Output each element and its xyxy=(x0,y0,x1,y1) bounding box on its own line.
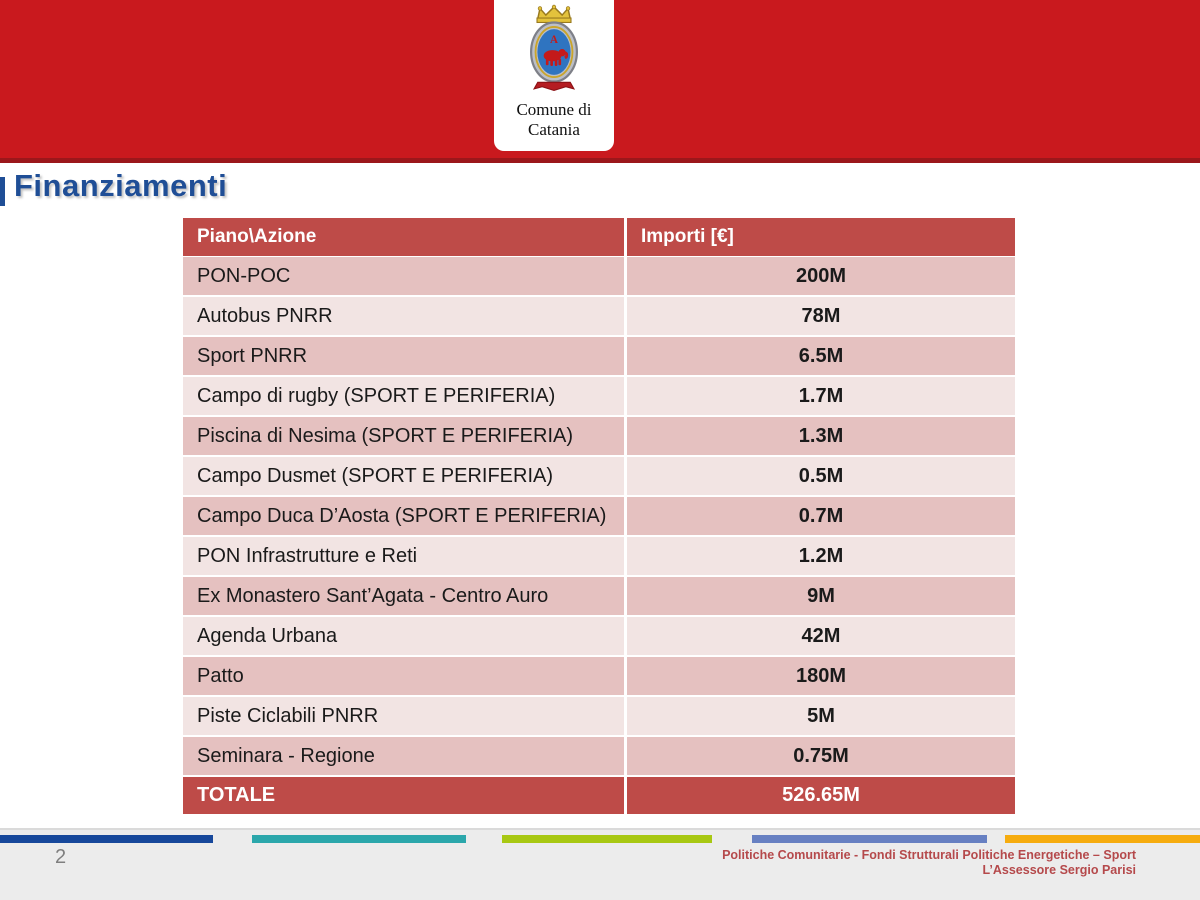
plan-cell: Piste Ciclabili PNRR xyxy=(183,697,624,735)
table-row xyxy=(183,617,1015,655)
footer-credits xyxy=(722,848,1136,878)
amount-cell: 1.2M xyxy=(627,537,1015,575)
plan-cell: Campo di rugby (SPORT E PERIFERIA) xyxy=(183,377,624,415)
comune-catania-logo xyxy=(494,0,614,151)
footer-bar-violet xyxy=(752,835,987,843)
amount-cell: 180M xyxy=(627,657,1015,695)
amount-cell: 0.5M xyxy=(627,457,1015,495)
amount-cell: 1.3M xyxy=(627,417,1015,455)
page-title: Finanziamenti xyxy=(14,168,228,203)
table-row xyxy=(183,737,1015,775)
table-row xyxy=(183,417,1015,455)
table-row xyxy=(183,497,1015,535)
plan-cell: PON Infrastrutture e Reti xyxy=(183,537,624,575)
footer-credits-line1: Politiche Comunitarie - Fondi Strutturali Politiche Energetiche – Sport xyxy=(722,848,1136,862)
page-number: 2 xyxy=(55,846,67,868)
logo-caption xyxy=(494,100,614,140)
amount-cell: 9M xyxy=(627,577,1015,615)
table-header-row xyxy=(183,218,1015,256)
plan-cell: Piscina di Nesima (SPORT E PERIFERIA) xyxy=(183,417,624,455)
amount-cell: 6.5M xyxy=(627,337,1015,375)
plan-cell: PON-POC xyxy=(183,257,624,295)
plan-cell: Campo Dusmet (SPORT E PERIFERIA) xyxy=(183,457,624,495)
coat-of-arms-icon xyxy=(517,4,591,100)
amount-cell: 42M xyxy=(627,617,1015,655)
table-row xyxy=(183,297,1015,335)
table-header-plan: Piano\Azione xyxy=(183,218,624,256)
plan-cell: Autobus PNRR xyxy=(183,297,624,335)
footer-bar-teal xyxy=(252,835,466,843)
plan-cell: Patto xyxy=(183,657,624,695)
logo-caption-line1: Comune di xyxy=(516,100,592,119)
footer xyxy=(0,828,1200,900)
amount-cell: 0.7M xyxy=(627,497,1015,535)
amount-cell: 200M xyxy=(627,257,1015,295)
plan-cell: Seminara - Regione xyxy=(183,737,624,775)
plan-cell: Ex Monastero Sant’Agata - Centro Auro xyxy=(183,577,624,615)
table-row xyxy=(183,697,1015,735)
plan-cell: Agenda Urbana xyxy=(183,617,624,655)
table-row xyxy=(183,577,1015,615)
footer-bar-navy xyxy=(0,835,213,843)
plan-cell: Sport PNRR xyxy=(183,337,624,375)
footer-credits-line2: L’Assessore Sergio Parisi xyxy=(982,863,1136,877)
table-row xyxy=(183,257,1015,295)
table-row xyxy=(183,457,1015,495)
amount-cell: 5M xyxy=(627,697,1015,735)
table-row xyxy=(183,377,1015,415)
footer-bar-green xyxy=(502,835,712,843)
header-band-edge xyxy=(0,158,1200,163)
finance-table-body xyxy=(183,257,1015,775)
table-row xyxy=(183,657,1015,695)
table-row xyxy=(183,537,1015,575)
title-edge-fragment xyxy=(0,177,5,206)
logo-caption-line2: Catania xyxy=(528,120,580,139)
total-value: 526.65M xyxy=(627,777,1015,814)
table-row xyxy=(183,337,1015,375)
amount-cell: 0.75M xyxy=(627,737,1015,775)
svg-text:A: A xyxy=(550,34,558,47)
footer-bar-orange xyxy=(1005,835,1200,843)
plan-cell: Campo Duca D’Aosta (SPORT E PERIFERIA) xyxy=(183,497,624,535)
amount-cell: 1.7M xyxy=(627,377,1015,415)
amount-cell: 78M xyxy=(627,297,1015,335)
financing-table xyxy=(183,218,1015,814)
table-total-row xyxy=(183,777,1015,814)
table-header-amount: Importi [€] xyxy=(627,218,1015,256)
total-label: TOTALE xyxy=(183,777,624,814)
